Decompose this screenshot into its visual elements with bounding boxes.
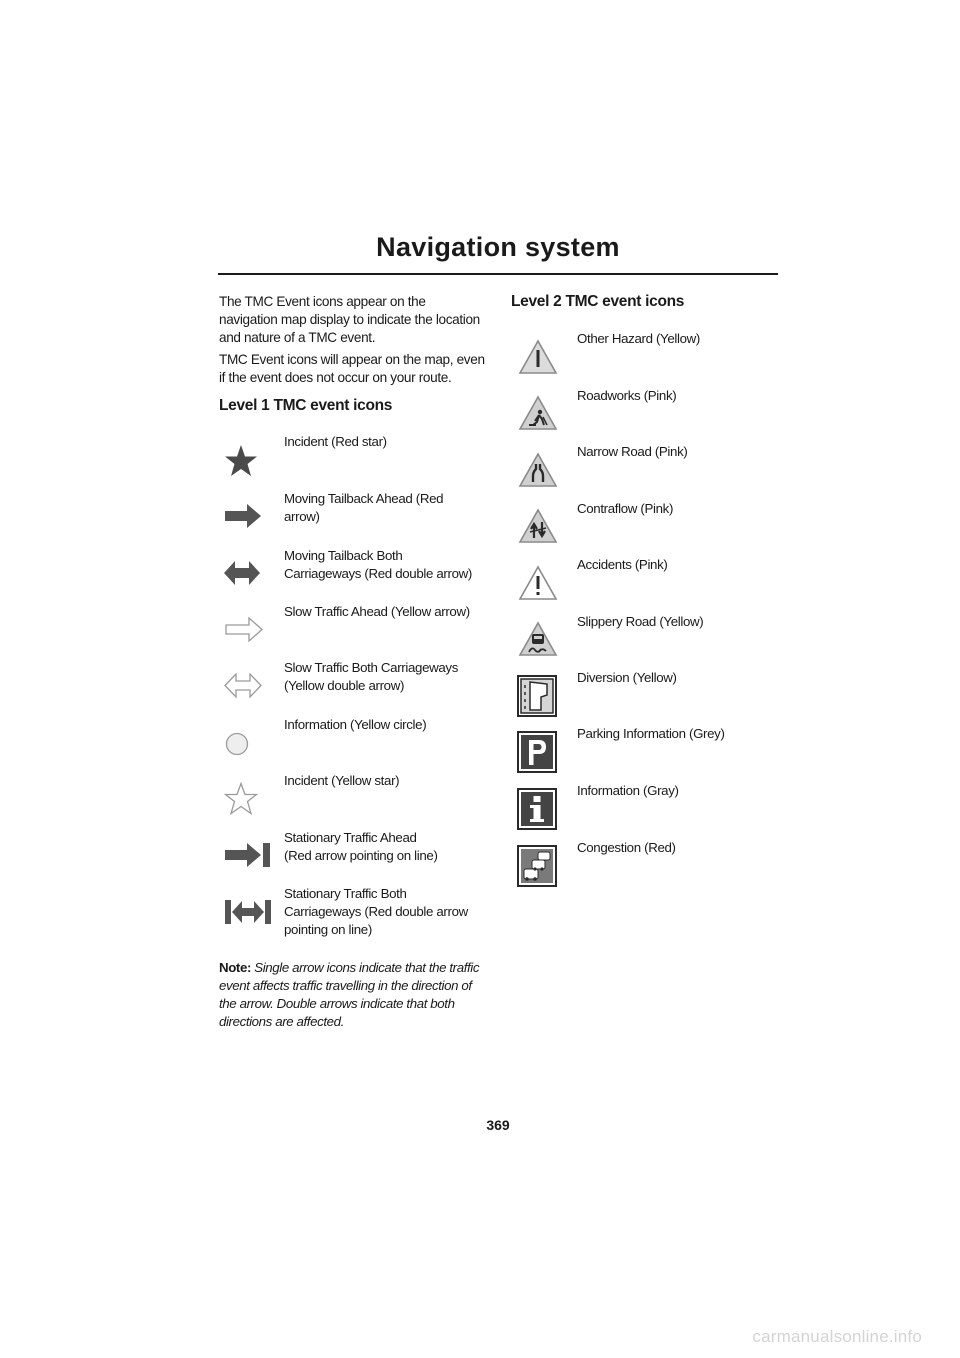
- parking-sign-icon: [517, 731, 557, 773]
- information-sign-icon: [517, 788, 557, 830]
- yellow-double-arrow-icon: [224, 673, 262, 698]
- intro-paragraph-1: The TMC Event icons appear on the navigation map display to indicate the location and nature of a TMC event.: [219, 294, 480, 345]
- intro-paragraph-2: TMC Event icons will appear on the map, even if the event does not occur on your route.: [219, 352, 485, 385]
- note-text: Single arrow icons indicate that the traffic event affects traffic travelling in the direction of the arrow. Double arrows indicate that both directions are affected.: [219, 960, 480, 1029]
- hazard-triangle-icon: [518, 339, 558, 375]
- level1-label: Incident (Red star): [284, 434, 387, 449]
- note-label: Note:: [219, 960, 251, 975]
- yellow-circle-icon: [225, 732, 249, 756]
- red-arrow-icon: [225, 504, 261, 528]
- level1-label: Moving Tailback Both Carriageways (Red double arrow): [284, 548, 472, 581]
- level1-label: Moving Tailback Ahead (Red arrow): [284, 491, 444, 524]
- level2-label: Roadworks (Pink): [577, 388, 677, 403]
- level2-heading: Level 2 TMC event icons: [511, 293, 685, 310]
- contraflow-triangle-icon: [518, 508, 558, 544]
- note-paragraph: [219, 959, 487, 1031]
- level1-label: Stationary Traffic Ahead (Red arrow pointing on line): [284, 830, 438, 863]
- diversion-sign-icon: [517, 675, 557, 717]
- level1-label: Information (Yellow circle): [284, 717, 427, 732]
- level1-label: Slow Traffic Ahead (Yellow arrow): [284, 604, 470, 619]
- page-number: 369: [486, 1117, 510, 1133]
- red-star-icon: [224, 444, 258, 478]
- congestion-sign-icon: [517, 845, 557, 887]
- title-rule: [218, 273, 778, 275]
- level2-label: Contraflow (Pink): [577, 501, 674, 516]
- yellow-star-icon: [224, 782, 258, 816]
- level2-label: Congestion (Red): [577, 840, 676, 855]
- narrow-road-triangle-icon: [518, 452, 558, 488]
- level2-label: Accidents (Pink): [577, 557, 668, 572]
- level1-label: Stationary Traffic Both Carriageways (Red double arrow pointing on line): [284, 886, 468, 937]
- level1-label: Incident (Yellow star): [284, 773, 400, 788]
- level2-label: Other Hazard (Yellow): [577, 331, 700, 346]
- level1-heading: Level 1 TMC event icons: [219, 397, 393, 414]
- level2-label: Slippery Road (Yellow): [577, 614, 704, 629]
- level2-label: Information (Gray): [577, 783, 679, 798]
- roadworks-triangle-icon: [518, 395, 558, 431]
- level2-label: Parking Information (Grey): [577, 726, 725, 741]
- watermark: carmanualsonline.info: [752, 1327, 922, 1346]
- level2-label: Diversion (Yellow): [577, 670, 677, 685]
- red-double-arrow-icon: [224, 561, 260, 585]
- red-double-arrow-line-icon: [225, 900, 271, 924]
- yellow-arrow-icon: [225, 617, 263, 642]
- red-arrow-line-icon: [225, 843, 271, 867]
- slippery-road-triangle-icon: [518, 621, 558, 657]
- accident-triangle-icon: [518, 565, 558, 601]
- level1-label: Slow Traffic Both Carriageways (Yellow double arrow): [284, 660, 459, 693]
- page-title: Navigation system: [376, 232, 620, 262]
- level2-label: Narrow Road (Pink): [577, 444, 688, 459]
